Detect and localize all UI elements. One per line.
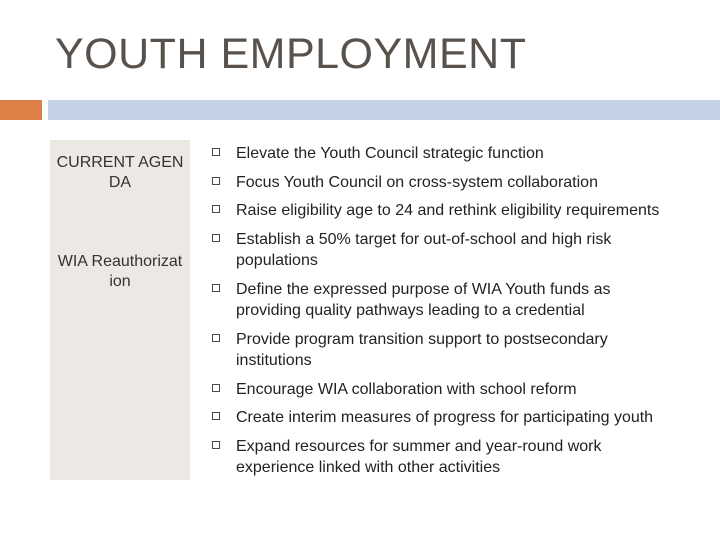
bullet-text: Define the expressed purpose of WIA Youth funds as providing quality pathways leading to a credential: [236, 280, 611, 319]
bullet-text: Elevate the Youth Council strategic function: [236, 145, 544, 162]
bullet-item: [212, 379, 667, 401]
bullet-text: Raise eligibility age to 24 and rethink eligibility requirements: [236, 202, 660, 219]
square-bullet-icon: [212, 234, 220, 242]
side-panel: [50, 140, 190, 480]
side-panel-current-agenda: CURRENT AGENDA: [56, 154, 184, 191]
square-bullet-icon: [212, 412, 220, 420]
square-bullet-icon: [212, 205, 220, 213]
slide-title: YOUTH EMPLOYMENT: [55, 30, 527, 78]
bullet-item: [212, 200, 667, 222]
square-bullet-icon: [212, 334, 220, 342]
title-rule-bar: [48, 100, 720, 120]
bullet-list: [212, 143, 667, 486]
square-bullet-icon: [212, 384, 220, 392]
bullet-text: Create interim measures of progress for participating youth: [236, 409, 654, 426]
bullet-item: [212, 229, 667, 272]
bullet-item: [212, 407, 667, 429]
bullet-text: Focus Youth Council on cross-system collaboration: [236, 173, 598, 191]
bullet-text: Provide program transition support to postsecondary institutions: [236, 330, 608, 369]
side-panel-wia-reauthorization: WIA Reauthorization: [57, 253, 183, 290]
square-bullet-icon: [212, 148, 220, 156]
square-bullet-icon: [212, 441, 220, 449]
title-accent-bar: [0, 100, 42, 120]
square-bullet-icon: [212, 284, 220, 292]
bullet-item: [212, 172, 667, 194]
square-bullet-icon: [212, 177, 220, 185]
bullet-item: [212, 143, 667, 165]
bullet-item: [212, 436, 667, 479]
bullet-text: Encourage WIA collaboration with school reform: [236, 380, 577, 398]
bullet-item: [212, 329, 667, 372]
bullet-text: Expand resources for summer and year-round work experience linked with other activities: [236, 437, 602, 476]
bullet-item: [212, 279, 667, 322]
bullet-text: Establish a 50% target for out-of-school and high risk populations: [236, 230, 612, 269]
